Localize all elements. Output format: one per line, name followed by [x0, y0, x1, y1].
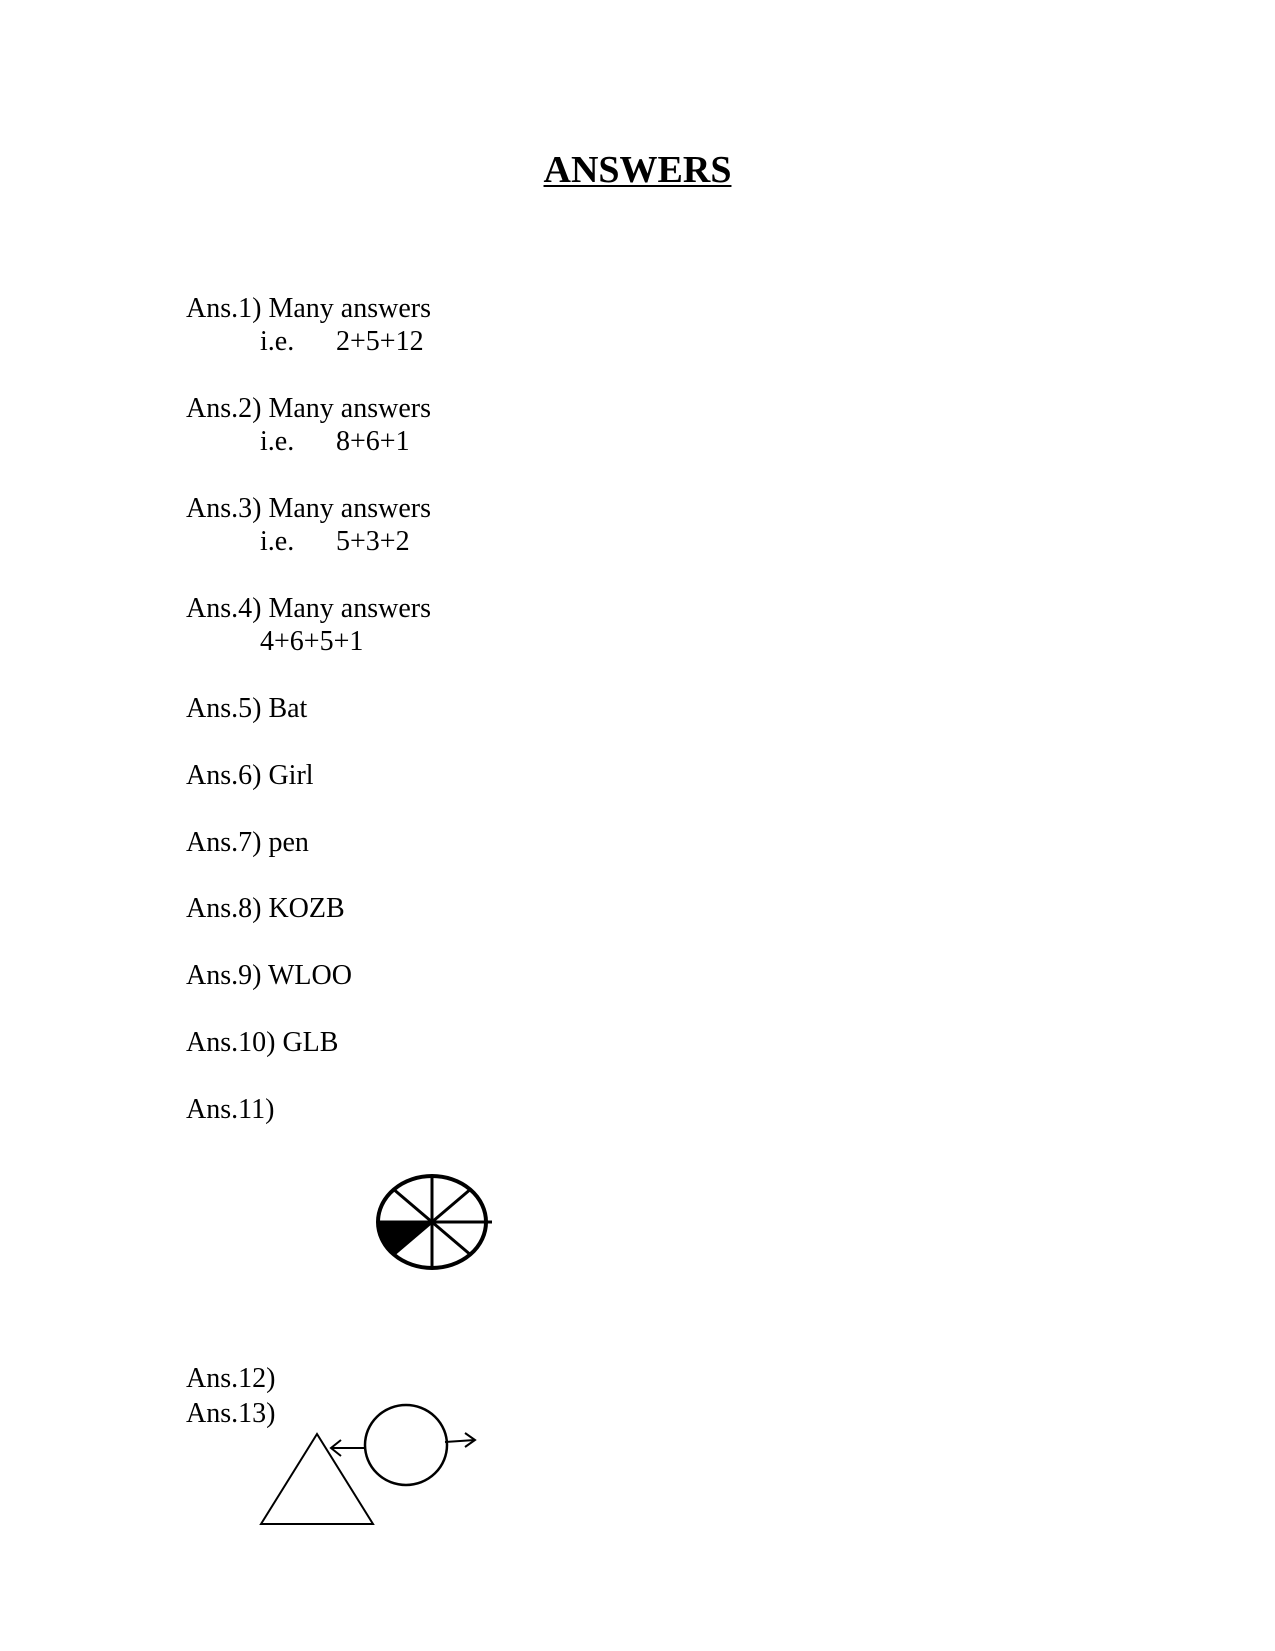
answer-text: Many answers — [268, 393, 431, 424]
answer-label: Ans.6) — [186, 760, 262, 791]
answer-label: Ans.7) — [186, 827, 262, 858]
answer-label: Ans.1) — [186, 293, 262, 324]
triangle-circle-figure — [255, 1390, 485, 1530]
answer-text: GLB — [282, 1027, 339, 1058]
answer-prefix: i.e. — [260, 326, 295, 357]
page-title: ANSWERS — [543, 149, 732, 191]
answer-7 — [186, 826, 309, 860]
answer-text: Many answers — [268, 593, 431, 624]
answer-label: Ans.10) — [186, 1027, 276, 1058]
answer-text: Many answers — [268, 293, 431, 324]
right-arrow-icon — [445, 1440, 475, 1442]
answer-label: Ans.3) — [186, 493, 262, 524]
answer-label: Ans.11) — [186, 1094, 275, 1125]
answer-label: Ans.2) — [186, 393, 262, 424]
answer-5 — [186, 692, 307, 726]
answer-text: Many answers — [268, 493, 431, 524]
answer-3 — [186, 492, 431, 526]
answer-text: Girl — [268, 760, 314, 791]
circle-shape — [365, 1405, 447, 1485]
answer-8 — [186, 892, 345, 926]
answer-4 — [186, 592, 431, 626]
answer-1 — [186, 292, 431, 326]
answer-text: pen — [268, 827, 309, 858]
answer-expression: 4+6+5+1 — [260, 626, 364, 657]
answer-6 — [186, 759, 314, 793]
answer-expression: 2+5+12 — [336, 326, 424, 357]
answer-label: Ans.8) — [186, 893, 262, 924]
answer-10 — [186, 1026, 338, 1060]
answer-label: Ans.5) — [186, 693, 262, 724]
answer-9 — [186, 959, 352, 993]
answer-expression: 5+3+2 — [336, 526, 410, 557]
answer-label: Ans.12) — [186, 1363, 276, 1394]
answer-text: WLOO — [267, 960, 352, 991]
answer-label: Ans.13) — [186, 1398, 276, 1429]
answer-prefix: i.e. — [260, 526, 295, 557]
answer-expression: 8+6+1 — [336, 426, 410, 457]
divided-circle-figure — [370, 1170, 500, 1280]
answer-label: Ans.4) — [186, 593, 262, 624]
answer-text: KOZB — [268, 893, 345, 924]
answer-text: Bat — [268, 693, 308, 724]
answer-label: Ans.9) — [186, 960, 262, 991]
answer-prefix: i.e. — [260, 426, 295, 457]
answer-11 — [186, 1093, 274, 1127]
answer-2 — [186, 392, 431, 426]
